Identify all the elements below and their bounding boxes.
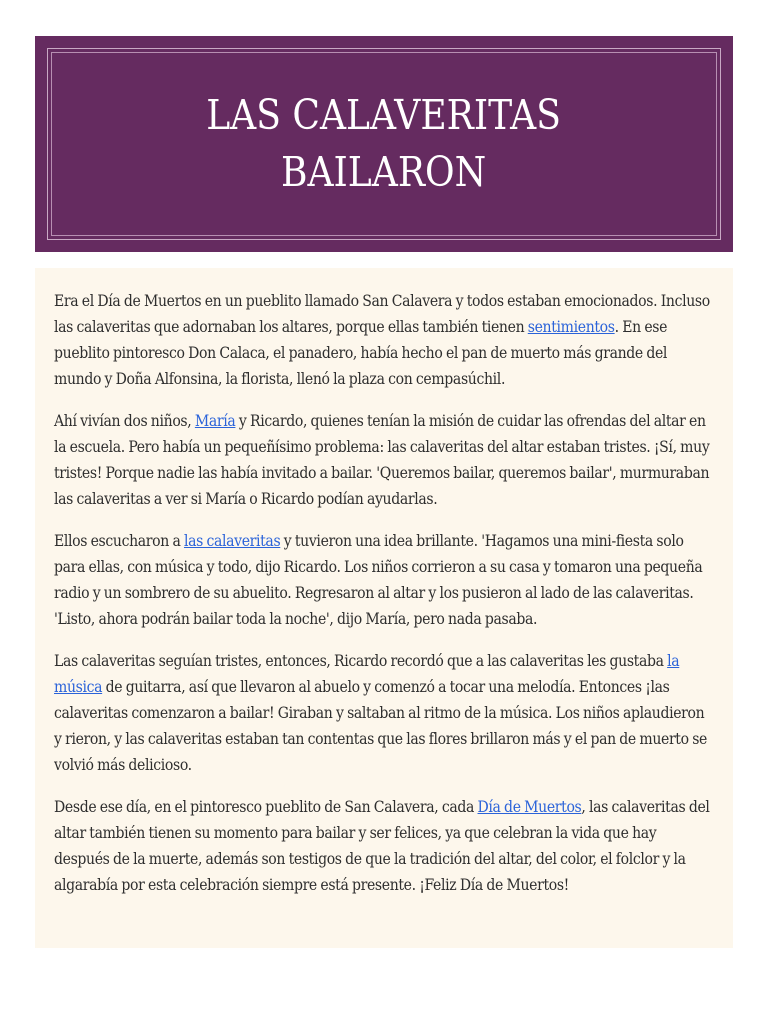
page-title	[207, 87, 562, 201]
paragraph-1-text-b: . En ese pueblito pintoresco Don Calaca, el panadero, había hecho el pan de muerto más grande del mundo y Doña Alfonsina, la florista, llenó la plaza con cempasúchil.	[54, 318, 668, 388]
paragraph-3-text-a: Ellos escucharon a	[54, 532, 184, 550]
paragraph-2-text-b: y Ricardo, quienes tenían la misión de cuidar las ofrendas del altar en la escuela. Pero había un pequeñísimo problema: las calaveritas del altar estaban tristes. ¡Sí, muy tristes! Porque nadie las había invitado a bailar. 'Queremos bailar, queremos bailar', murmuraban las calaveritas a ver si María o Ricardo podían ayudarlas.	[54, 412, 710, 508]
link-dia-de-muertos[interactable]: Día de Muertos	[477, 798, 582, 816]
link-sentimientos[interactable]: sentimientos	[527, 318, 615, 336]
title-banner	[35, 36, 733, 252]
paragraph-2-text-a: Ahí vivían dos niños,	[54, 412, 195, 430]
paragraph-4-text-b: de guitarra, así que llevaron al abuelo y comenzó a tocar una melodía. Entonces ¡las calaveritas comenzaron a bailar! Giraban y saltaban al ritmo de la música. Los niños aplaudieron y rieron, y las calaveritas estaban tan contentas que las flores brillaron más y el pan de muerto se volvió más delicioso.	[54, 678, 707, 774]
story-body	[35, 268, 733, 948]
paragraph-4	[54, 648, 713, 778]
page-title-line-2: BAILARON	[281, 148, 487, 196]
paragraph-5	[54, 794, 713, 898]
paragraph-1	[54, 288, 713, 392]
paragraph-1-text-a: Era el Día de Muertos en un pueblito llamado San Calavera y todos estaban emocionados. Incluso las calaveritas que adornaban los altares, porque ellas también tienen	[54, 292, 710, 336]
title-banner-frame	[47, 48, 721, 240]
paragraph-3	[54, 528, 713, 632]
paragraph-2	[54, 408, 713, 512]
page-title-line-1: LAS CALAVERITAS	[206, 91, 562, 139]
link-las-calaveritas[interactable]: las calaveritas	[183, 532, 281, 550]
link-maria[interactable]: María	[194, 412, 236, 430]
link-la-musica[interactable]: la música	[54, 652, 680, 696]
paragraph-3-text-b: y tuvieron una idea brillante. 'Hagamos una mini-fiesta solo para ellas, con música y todo, dijo Ricardo. Los niños corrieron a su casa y tomaron una pequeña radio y un sombrero de su abuelito. Regresaron al altar y los pusieron al lado de las calaveritas. 'Listo, ahora podrán bailar toda la noche', dijo María, pero nada pasaba.	[54, 532, 703, 628]
paragraph-5-text-b: , las calaveritas del altar también tienen su momento para bailar y ser felices, ya que celebran la vida que hay después de la muerte, además son testigos de que la tradición del altar, del color, el folclor y la algarabía por esta celebración siempre está presente. ¡Feliz Día de Muertos!	[54, 798, 710, 894]
paragraph-4-text-a: Las calaveritas seguían tristes, entonces, Ricardo recordó que a las calaveritas les gustaba	[54, 652, 668, 670]
paragraph-5-text-a: Desde ese día, en el pintoresco pueblito de San Calavera, cada	[54, 798, 478, 816]
